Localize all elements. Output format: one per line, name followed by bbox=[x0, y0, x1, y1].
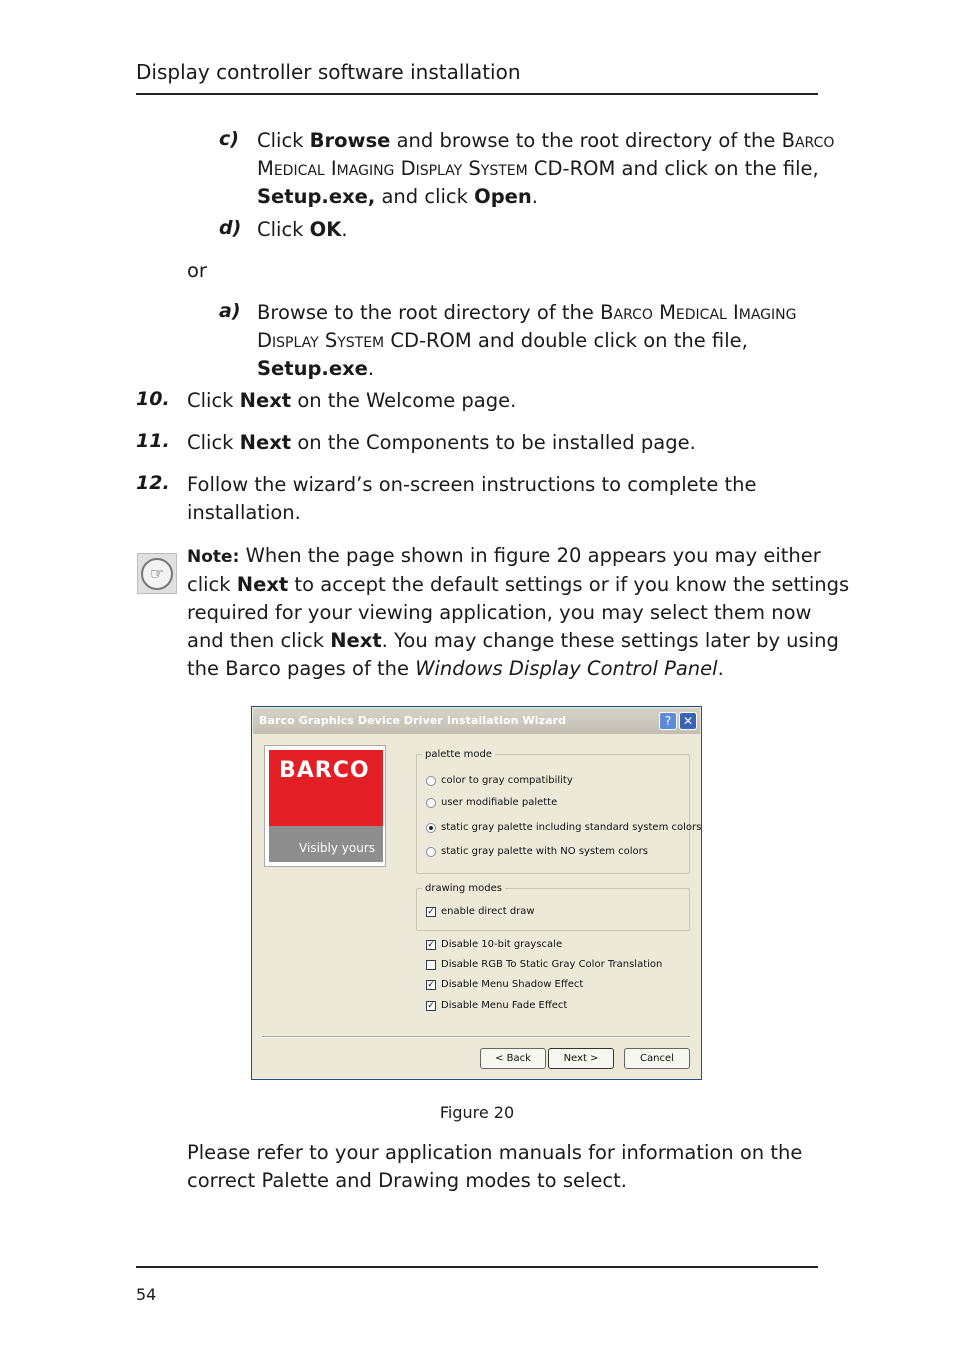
checkbox-disable-10bit-label: Disable 10-bit grayscale bbox=[441, 939, 563, 950]
step-d-label: d) bbox=[219, 217, 242, 239]
palette-mode-label: palette mode bbox=[422, 749, 495, 760]
step-10-label: 10. bbox=[136, 388, 170, 410]
radio-color-to-gray-label: color to gray compatibility bbox=[441, 775, 573, 786]
checkbox-disable-rgb-translation-label: Disable RGB To Static Gray Color Translation bbox=[441, 959, 663, 970]
close-icon[interactable]: ✕ bbox=[679, 712, 697, 730]
step-12-label: 12. bbox=[136, 472, 170, 494]
next-button[interactable]: Next > bbox=[548, 1048, 614, 1069]
checkbox-disable-menu-fade[interactable]: ✓ bbox=[427, 1001, 435, 1011]
dialog-title-bar bbox=[253, 708, 700, 734]
checkbox-enable-direct-draw[interactable]: ✓ bbox=[427, 907, 435, 917]
checkbox-disable-menu-shadow-label: Disable Menu Shadow Effect bbox=[441, 979, 584, 990]
note-text: Note: When the page shown in figure 20 appears you may either click Next to accept the default settings or if you know the settings required for your viewing application, you may select them now and then click Next. You may change these settings later by using the Barco pages of the Windows Display Control Panel. bbox=[187, 544, 850, 680]
radio-user-modifiable[interactable] bbox=[426, 798, 436, 808]
step-11-text: Click Next on the Components to be installed page. bbox=[187, 431, 696, 454]
page-number: 54 bbox=[136, 1285, 157, 1304]
checkbox-disable-menu-shadow[interactable]: ✓ bbox=[427, 980, 435, 990]
checkbox-disable-menu-fade-label: Disable Menu Fade Effect bbox=[441, 1000, 568, 1011]
note-pointing-hand-icon: ☞ bbox=[137, 553, 177, 594]
or-text: or bbox=[187, 259, 207, 282]
footer-rule bbox=[136, 1266, 818, 1268]
checkbox-disable-rgb-translation[interactable] bbox=[426, 960, 436, 970]
figure-caption: Figure 20 bbox=[439, 1103, 515, 1122]
step-a-label: a) bbox=[219, 300, 241, 322]
step-c-text: Click Browse and browse to the root directory of the Barco Medical Imaging Display System CD-ROM and click on the file, Setup.exe, and click Open. bbox=[257, 129, 835, 208]
installation-wizard-dialog bbox=[251, 706, 702, 1080]
step-10-text: Click Next on the Welcome page. bbox=[187, 389, 517, 412]
logo-tagline: Visibly yours bbox=[299, 841, 375, 855]
running-header: Display controller software installation bbox=[136, 60, 521, 84]
checkbox-enable-direct-draw-label: enable direct draw bbox=[441, 906, 535, 917]
dialog-title: Barco Graphics Device Driver Installation Wizard bbox=[259, 714, 567, 727]
step-c-label: c) bbox=[219, 128, 239, 150]
closing-paragraph: Please refer to your application manuals for information on the correct Palette and Drawing modes to select. bbox=[187, 1141, 803, 1192]
header-rule bbox=[136, 93, 818, 95]
cancel-button[interactable]: Cancel bbox=[624, 1048, 690, 1069]
step-d-text: Click OK. bbox=[257, 218, 348, 241]
radio-static-gray-standard-label: static gray palette including standard system colors bbox=[441, 822, 702, 833]
step-11-label: 11. bbox=[136, 430, 170, 452]
radio-static-gray-standard[interactable] bbox=[426, 823, 436, 833]
radio-user-modifiable-label: user modifiable palette bbox=[441, 797, 558, 808]
step-12-text: Follow the wizard’s on-screen instructions to complete the installation. bbox=[187, 473, 757, 524]
radio-static-gray-no-system[interactable] bbox=[426, 847, 436, 857]
step-a-text: Browse to the root directory of the Barco Medical Imaging Display System CD-ROM and double click on the file, Setup.exe. bbox=[257, 301, 797, 380]
button-separator bbox=[262, 1036, 690, 1038]
checkbox-disable-10bit[interactable]: ✓ bbox=[427, 940, 435, 950]
back-button[interactable]: < Back bbox=[480, 1048, 546, 1069]
help-icon[interactable]: ? bbox=[659, 712, 677, 730]
radio-static-gray-no-system-label: static gray palette with NO system colors bbox=[441, 846, 648, 857]
drawing-modes-label: drawing modes bbox=[422, 883, 505, 894]
radio-color-to-gray[interactable] bbox=[426, 776, 436, 786]
barco-logo: BARCO bbox=[279, 758, 370, 783]
barco-logo-panel bbox=[264, 745, 386, 867]
